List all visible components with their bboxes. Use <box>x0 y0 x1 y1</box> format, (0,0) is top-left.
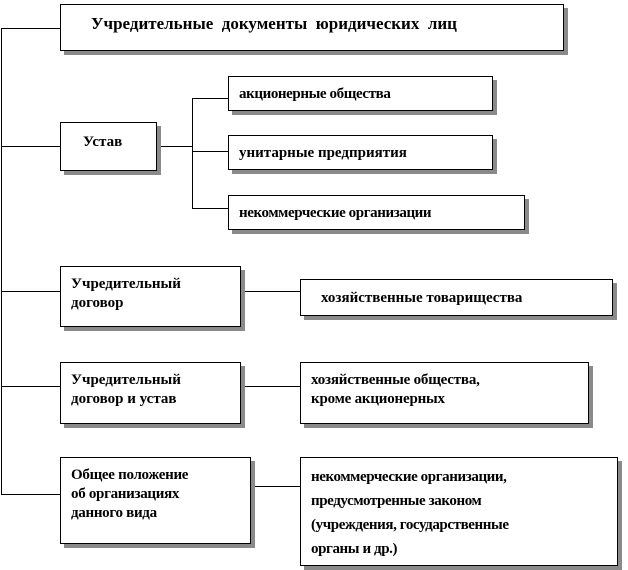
branch-line-ustav <box>192 98 193 209</box>
item-text-nonprofit: некоммерческие организации <box>239 205 432 221</box>
item-text-partnerships: хозяйственные товарищества <box>321 290 523 306</box>
item-box-companies <box>300 362 589 424</box>
connector-dogovor-ustav-out <box>241 386 301 387</box>
connector-polozhenie <box>1 494 61 495</box>
item-text-companies: хозяйственные общества, кроме акционерных <box>311 372 480 407</box>
connector-title <box>1 28 61 29</box>
item-box-nonprofit-law <box>300 457 618 566</box>
trunk-line <box>1 28 2 494</box>
connector-dogovor-out <box>241 291 301 292</box>
item-box-nonprofit <box>228 195 525 230</box>
item-text-nonprofit-law: некоммерческие организации, предусмотренные законом (учреждения, государственные органы и др.) <box>311 469 509 557</box>
connector-ustav-item-2 <box>192 151 228 152</box>
title-box <box>60 4 564 51</box>
connector-dogovor <box>1 291 61 292</box>
group-label-dogovor-ustav: Учредительный договор и устав <box>71 372 181 407</box>
connector-ustav-out <box>157 146 192 147</box>
connector-ustav-item-1 <box>192 98 228 99</box>
title-text: Учредительные документы юридических лиц <box>91 14 457 33</box>
group-box-polozhenie <box>60 457 251 544</box>
group-label-dogovor: Учредительный договор <box>71 276 181 311</box>
item-text-joint-stock: акционерные общества <box>239 86 391 102</box>
item-box-unitary <box>228 135 493 170</box>
group-box-dogovor-ustav <box>60 362 241 424</box>
item-box-partnerships <box>300 279 613 316</box>
connector-dogovor-ustav <box>1 386 61 387</box>
connector-ustav-item-3 <box>192 208 228 209</box>
item-text-unitary: унитарные предприятия <box>239 145 407 161</box>
group-box-ustav <box>60 122 157 171</box>
item-box-joint-stock <box>228 76 493 111</box>
group-label-ustav: Устав <box>83 134 123 150</box>
connector-ustav <box>1 146 61 147</box>
group-box-dogovor <box>60 266 241 327</box>
group-label-polozhenie: Общее положение об организациях данного вида <box>71 467 189 521</box>
connector-polozhenie-out <box>251 486 301 487</box>
